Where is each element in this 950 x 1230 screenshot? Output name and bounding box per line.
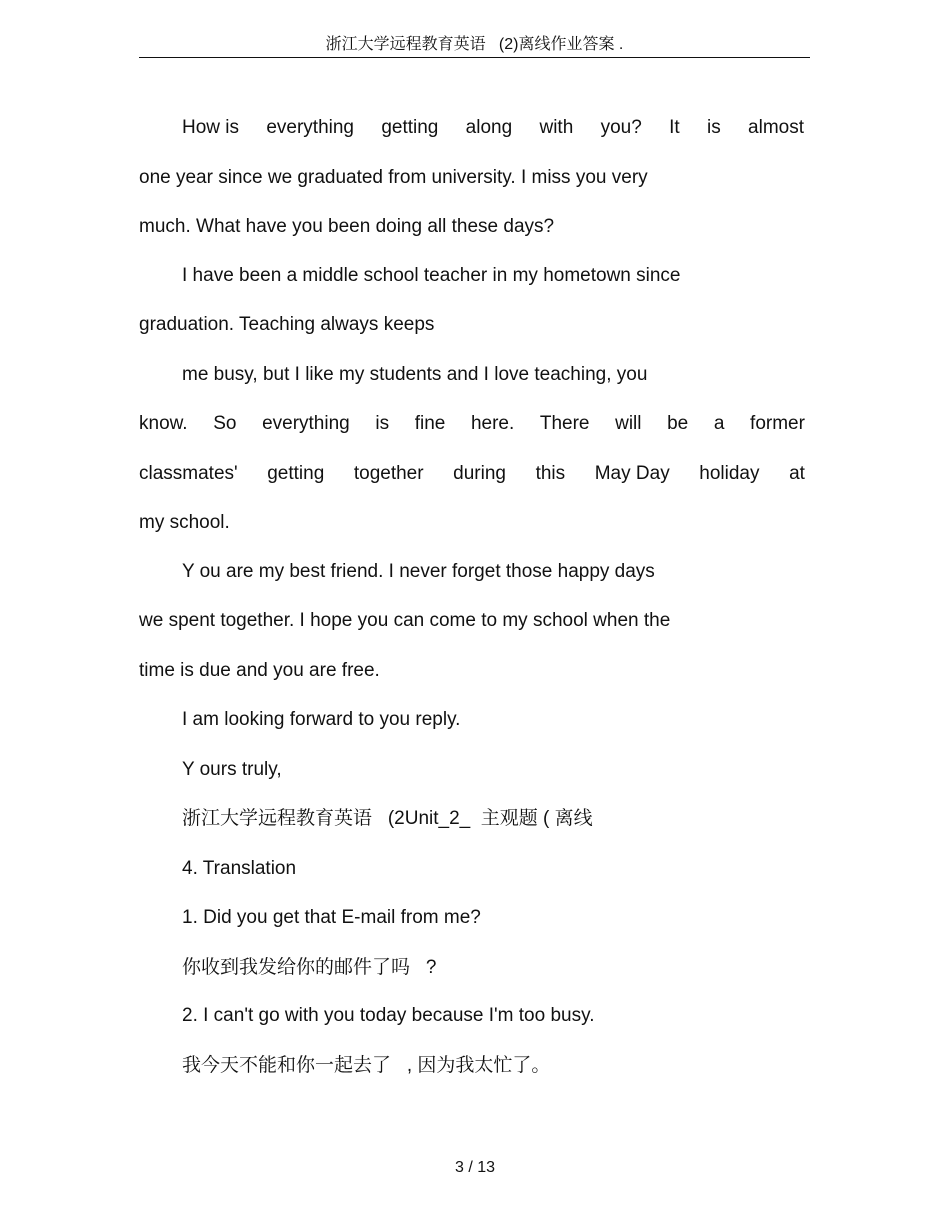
page-header-title: 浙江大学远程教育英语 (2)离线作业答案 . <box>325 36 624 53</box>
letter-closing: Y ours truly, <box>182 759 282 780</box>
word: classmates' <box>139 463 238 484</box>
letter-line: I have been a middle school teacher in my hometown since <box>182 265 681 286</box>
letter-line: me busy, but I like my students and I love teaching, you <box>182 364 648 385</box>
word: this <box>535 463 566 484</box>
translation-target: 你收到我发给你的邮件了吗 ? <box>182 957 437 978</box>
word: with <box>539 117 574 138</box>
letter-line-justified <box>139 412 805 436</box>
page-number: 3 / 13 <box>454 1159 496 1176</box>
word: you? <box>600 117 642 138</box>
word: know. <box>139 413 188 434</box>
word: So <box>213 413 237 434</box>
word: It <box>669 117 680 138</box>
letter-line-justified <box>139 462 805 486</box>
word: How is <box>182 117 240 138</box>
word: former <box>750 413 805 434</box>
letter-line: one year since we graduated from university. I miss you very <box>139 167 648 188</box>
translation-source: 1. Did you get that E-mail from me? <box>182 907 481 928</box>
section-subheading: 4. Translation <box>182 858 297 879</box>
word: almost <box>748 117 804 138</box>
letter-line: graduation. Teaching always keeps <box>139 314 435 335</box>
section-heading: 浙江大学远程教育英语 (2Unit_2_ 主观题 ( 离线 <box>182 808 593 829</box>
word: is <box>375 413 390 434</box>
word: May Day <box>594 463 670 484</box>
word: getting <box>267 463 325 484</box>
word: during <box>453 463 506 484</box>
translation-target: 我今天不能和你一起去了 , 因为我太忙了。 <box>182 1055 551 1076</box>
letter-line: we spent together. I hope you can come to my school when the <box>139 610 671 631</box>
word: getting <box>381 117 439 138</box>
header-divider <box>139 57 810 58</box>
word: everything <box>262 413 350 434</box>
letter-line: Y ou are my best friend. I never forget those happy days <box>182 561 655 582</box>
letter-line: much. What have you been doing all these days? <box>139 216 555 237</box>
letter-line: I am looking forward to you reply. <box>182 709 461 730</box>
word: everything <box>266 117 354 138</box>
word: along <box>465 117 513 138</box>
word: a <box>713 413 725 434</box>
word: is <box>706 117 721 138</box>
word: holiday <box>699 463 760 484</box>
word: be <box>667 413 689 434</box>
word: will <box>615 413 642 434</box>
letter-line: time is due and you are free. <box>139 660 380 681</box>
word: fine <box>414 413 446 434</box>
word: There <box>539 413 590 434</box>
letter-line: my school. <box>139 512 230 533</box>
letter-line-justified <box>182 116 804 140</box>
word: here. <box>470 413 515 434</box>
translation-source: 2. I can't go with you today because I'm too busy. <box>182 1005 595 1026</box>
word: together <box>353 463 424 484</box>
word: at <box>789 463 805 484</box>
